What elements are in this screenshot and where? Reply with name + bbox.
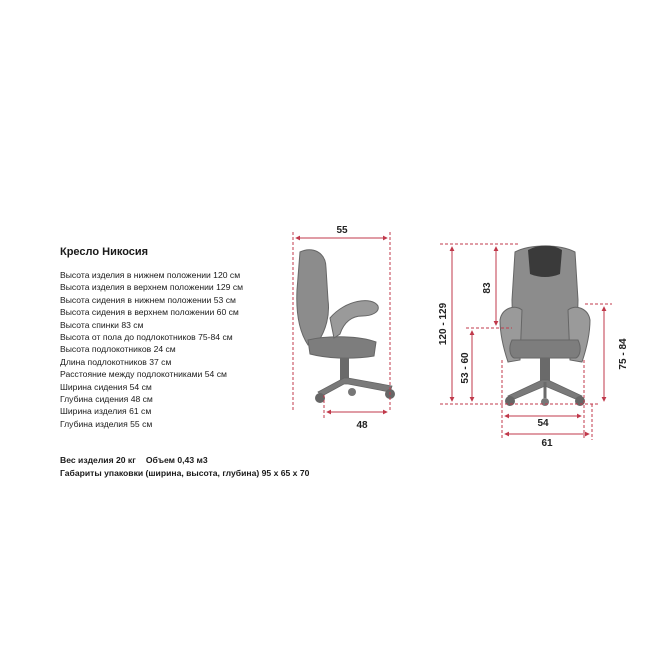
weight-text: Вес изделия 20 кг bbox=[60, 455, 136, 465]
spec-item: Глубина сидения 48 см bbox=[60, 394, 153, 405]
spec-item: Высота от пола до подлокотников 75-84 см bbox=[60, 332, 233, 343]
label-side-seat-depth: 48 bbox=[356, 420, 368, 431]
side-backrest bbox=[297, 250, 329, 345]
spec-item: Ширина сидения 54 см bbox=[60, 381, 152, 392]
spec-item: Высота изделия в нижнем положении 120 см bbox=[60, 270, 241, 280]
volume-text: Объем 0,43 м3 bbox=[145, 455, 208, 465]
spec-item: Ширина изделия 61 см bbox=[60, 406, 152, 417]
side-caster-mid bbox=[348, 388, 356, 396]
side-gas-lift bbox=[340, 358, 349, 380]
side-view-chair bbox=[297, 250, 395, 403]
packaging-text: Габариты упаковки (ширина, высота, глубина) 95 x 65 x 70 bbox=[60, 468, 310, 478]
front-headrest bbox=[528, 246, 562, 278]
spec-item: Высота сидения в верхнем положении 60 см bbox=[60, 307, 239, 318]
label-side-depth: 55 bbox=[336, 225, 348, 236]
side-seat bbox=[308, 337, 376, 358]
front-gas-lift bbox=[540, 358, 550, 382]
spec-item: Высота изделия в верхнем положении 129 см bbox=[60, 282, 244, 293]
front-caster-mid bbox=[541, 398, 549, 406]
front-view-chair bbox=[500, 246, 590, 407]
label-seat-width: 54 bbox=[537, 418, 549, 429]
front-seat bbox=[510, 340, 580, 358]
spec-item: Глубина изделия 55 см bbox=[60, 418, 153, 429]
spec-item: Длина подлокотников 37 см bbox=[60, 356, 172, 367]
label-total-width: 61 bbox=[541, 438, 553, 449]
side-armrest bbox=[330, 301, 378, 338]
spec-item: Расстояние между подлокотниками 54 см bbox=[60, 369, 227, 380]
label-back-height: 83 bbox=[482, 282, 493, 294]
spec-item: Высота сидения в нижнем положении 53 см bbox=[60, 294, 236, 305]
product-title: Кресло Никосия bbox=[60, 246, 149, 258]
label-seat-height: 53 - 60 bbox=[460, 352, 471, 384]
label-total-height: 120 - 129 bbox=[438, 302, 449, 346]
label-arm-height: 75 - 84 bbox=[618, 338, 629, 370]
spec-item: Высота подлокотников 24 см bbox=[60, 344, 176, 355]
spec-item: Высота спинки 83 см bbox=[60, 319, 144, 330]
